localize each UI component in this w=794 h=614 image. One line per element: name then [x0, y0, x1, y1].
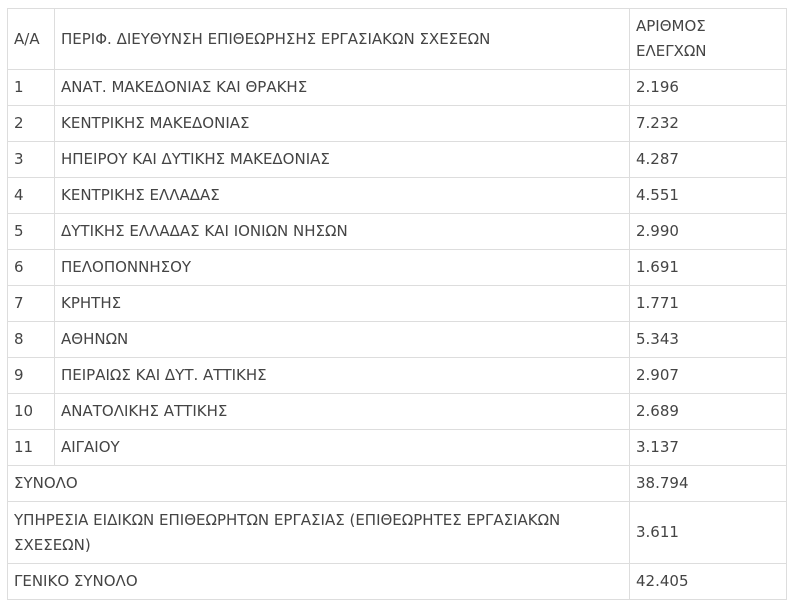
table-row [8, 178, 787, 214]
row-aa: 10 [8, 394, 55, 430]
grand-total-checks: 42.405 [630, 564, 787, 600]
header-region: ΠΕΡΙΦ. ΔΙΕΥΘΥΝΣΗ ΕΠΙΘΕΩΡΗΣΗΣ ΕΡΓΑΣΙΑΚΩΝ ΣΧΕΣΕΩΝ [55, 9, 630, 70]
table-row [8, 142, 787, 178]
row-region: ΑΝΑΤΟΛΙΚΗΣ ΑΤΤΙΚΗΣ [55, 394, 630, 430]
header-checks [630, 9, 787, 70]
row-aa: 1 [8, 70, 55, 106]
row-region: ΚΕΝΤΡΙΚΗΣ ΕΛΛΑΔΑΣ [55, 178, 630, 214]
header-checks-line2: ΕΛΕΓΧΩΝ [636, 42, 707, 60]
table-row [8, 70, 787, 106]
row-checks: 2.907 [630, 358, 787, 394]
row-checks: 3.137 [630, 430, 787, 466]
total-checks: 38.794 [630, 466, 787, 502]
row-aa: 11 [8, 430, 55, 466]
special-service-checks: 3.611 [630, 502, 787, 564]
row-aa: 7 [8, 286, 55, 322]
row-checks: 1.691 [630, 250, 787, 286]
header-aa: Α/Α [8, 9, 55, 70]
row-checks: 4.551 [630, 178, 787, 214]
row-checks: 2.196 [630, 70, 787, 106]
row-aa: 8 [8, 322, 55, 358]
row-region: ΑΘΗΝΩΝ [55, 322, 630, 358]
row-aa: 9 [8, 358, 55, 394]
row-region: ΔΥΤΙΚΗΣ ΕΛΛΑΔΑΣ ΚΑΙ ΙΟΝΙΩΝ ΝΗΣΩΝ [55, 214, 630, 250]
row-checks: 5.343 [630, 322, 787, 358]
row-region: ΚΕΝΤΡΙΚΗΣ ΜΑΚΕΔΟΝΙΑΣ [55, 106, 630, 142]
grand-total-row [8, 564, 787, 600]
row-region: ΑΝΑΤ. ΜΑΚΕΔΟΝΙΑΣ ΚΑΙ ΘΡΑΚΗΣ [55, 70, 630, 106]
row-region: ΠΕΙΡΑΙΩΣ ΚΑΙ ΔΥΤ. ΑΤΤΙΚΗΣ [55, 358, 630, 394]
row-checks: 2.689 [630, 394, 787, 430]
table-header-row [8, 9, 787, 70]
table-row [8, 250, 787, 286]
total-row [8, 466, 787, 502]
special-service-label [8, 502, 630, 564]
special-service-label-line2: ΣΧΕΣΕΩΝ) [14, 535, 91, 554]
row-checks: 2.990 [630, 214, 787, 250]
row-region: ΠΕΛΟΠΟΝΝΗΣΟΥ [55, 250, 630, 286]
special-service-label-line1: ΥΠΗΡΕΣΙΑ ΕΙΔΙΚΩΝ ΕΠΙΘΕΩΡΗΤΩΝ ΕΡΓΑΣΙΑΣ (ΕΠΙΘΕΩΡΗΤΕΣ ΕΡΓΑΣΙΑΚΩΝ [14, 510, 561, 529]
row-aa: 6 [8, 250, 55, 286]
row-aa: 4 [8, 178, 55, 214]
table-row [8, 106, 787, 142]
row-aa: 2 [8, 106, 55, 142]
table-row [8, 358, 787, 394]
table-row [8, 322, 787, 358]
row-checks: 7.232 [630, 106, 787, 142]
special-service-row [8, 502, 787, 564]
table-row [8, 286, 787, 322]
table-row [8, 430, 787, 466]
row-checks: 4.287 [630, 142, 787, 178]
row-region: ΗΠΕΙΡΟΥ ΚΑΙ ΔΥΤΙΚΗΣ ΜΑΚΕΔΟΝΙΑΣ [55, 142, 630, 178]
row-aa: 3 [8, 142, 55, 178]
table-row [8, 214, 787, 250]
grand-total-label: ΓΕΝΙΚΟ ΣΥΝΟΛΟ [8, 564, 630, 600]
header-checks-line1: ΑΡΙΘΜΟΣ [636, 17, 706, 35]
row-aa: 5 [8, 214, 55, 250]
table-row [8, 394, 787, 430]
row-checks: 1.771 [630, 286, 787, 322]
total-label: ΣΥΝΟΛΟ [8, 466, 630, 502]
inspections-table [7, 8, 787, 600]
row-region: ΚΡΗΤΗΣ [55, 286, 630, 322]
row-region: ΑΙΓΑΙΟΥ [55, 430, 630, 466]
